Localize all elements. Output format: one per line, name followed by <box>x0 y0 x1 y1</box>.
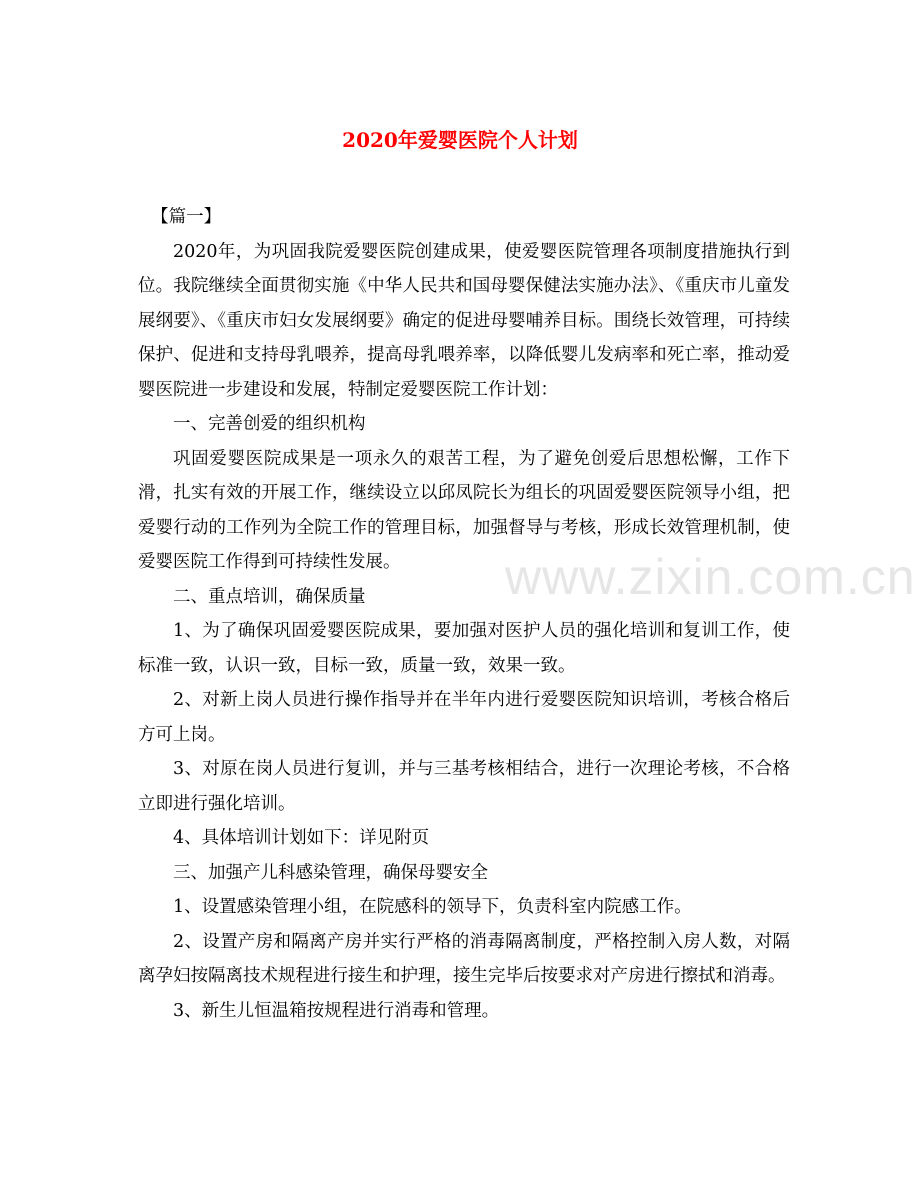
list-item: 1、为了确保巩固爱婴医院成果，要加强对医护人员的强化培训和复训工作，使标准一致，认识一致，目标一致，质量一致，效果一致。 <box>138 621 790 676</box>
paragraph: 巩固爱婴医院成果是一项永久的艰苦工程，为了避免创爱后思想松懈，工作下滑，扎实有效的开展工作，继续设立以邱凤院长为组长的巩固爱婴医院领导小组，把爱婴行动的工作列为全院工作的管理目标，加强督导与考核，形成长效管理机制，使爱婴医院工作得到可持续性发展。 <box>138 448 790 572</box>
list-item: 2、设置产房和隔离产房并实行严格的消毒隔离制度，严格控制入房人数，对隔离孕妇按隔离技术规程进行接生和护理，接生完毕后按要求对产房进行擦拭和消毒。 <box>138 931 790 986</box>
list-item: 4、具体培训计划如下：详见附页 <box>173 828 430 848</box>
list-item: 1、设置感染管理小组，在院感科的领导下，负责科室内院感工作。 <box>173 897 692 917</box>
list-item: 3、新生儿恒温箱按规程进行消毒和管理。 <box>173 1000 500 1021</box>
list-item: 2、对新上岗人员进行操作指导并在半年内进行爱婴医院知识培训，考核合格后方可上岗。 <box>138 690 790 745</box>
section-heading: 三、加强产儿科感染管理，确保母婴安全 <box>173 862 488 883</box>
document-title: 2020年爱婴医院个人计划 <box>342 128 578 152</box>
document-body <box>138 200 790 1028</box>
section-heading: 二、重点培训，确保质量 <box>173 586 366 607</box>
watermark: www.zixin.com.cn <box>505 549 916 605</box>
section-heading: 一、完善创爱的组织机构 <box>173 414 366 434</box>
paragraph: 2020年，为巩固我院爱婴医院创建成果，使爱婴医院管理各项制度措施执行到位。我院继续全面贯彻实施《中华人民共和国母婴保健法实施办法》、《重庆市儿童发展纲要》、《重庆市妇女发展纲要》确定的促进母婴哺养目标。围绕长效管理，可持续保护、促进和支持母乳喂养，提高母乳喂养率，以降低婴儿发病率和死亡率，推动爱婴医院进一步建设和发展，特制定爱婴医院工作计划： <box>138 241 790 400</box>
list-item: 3、对原在岗人员进行复训，并与三基考核相结合，进行一次理论考核，不合格立即进行强化培训。 <box>138 759 790 814</box>
section-label: 【篇一】 <box>151 207 222 227</box>
